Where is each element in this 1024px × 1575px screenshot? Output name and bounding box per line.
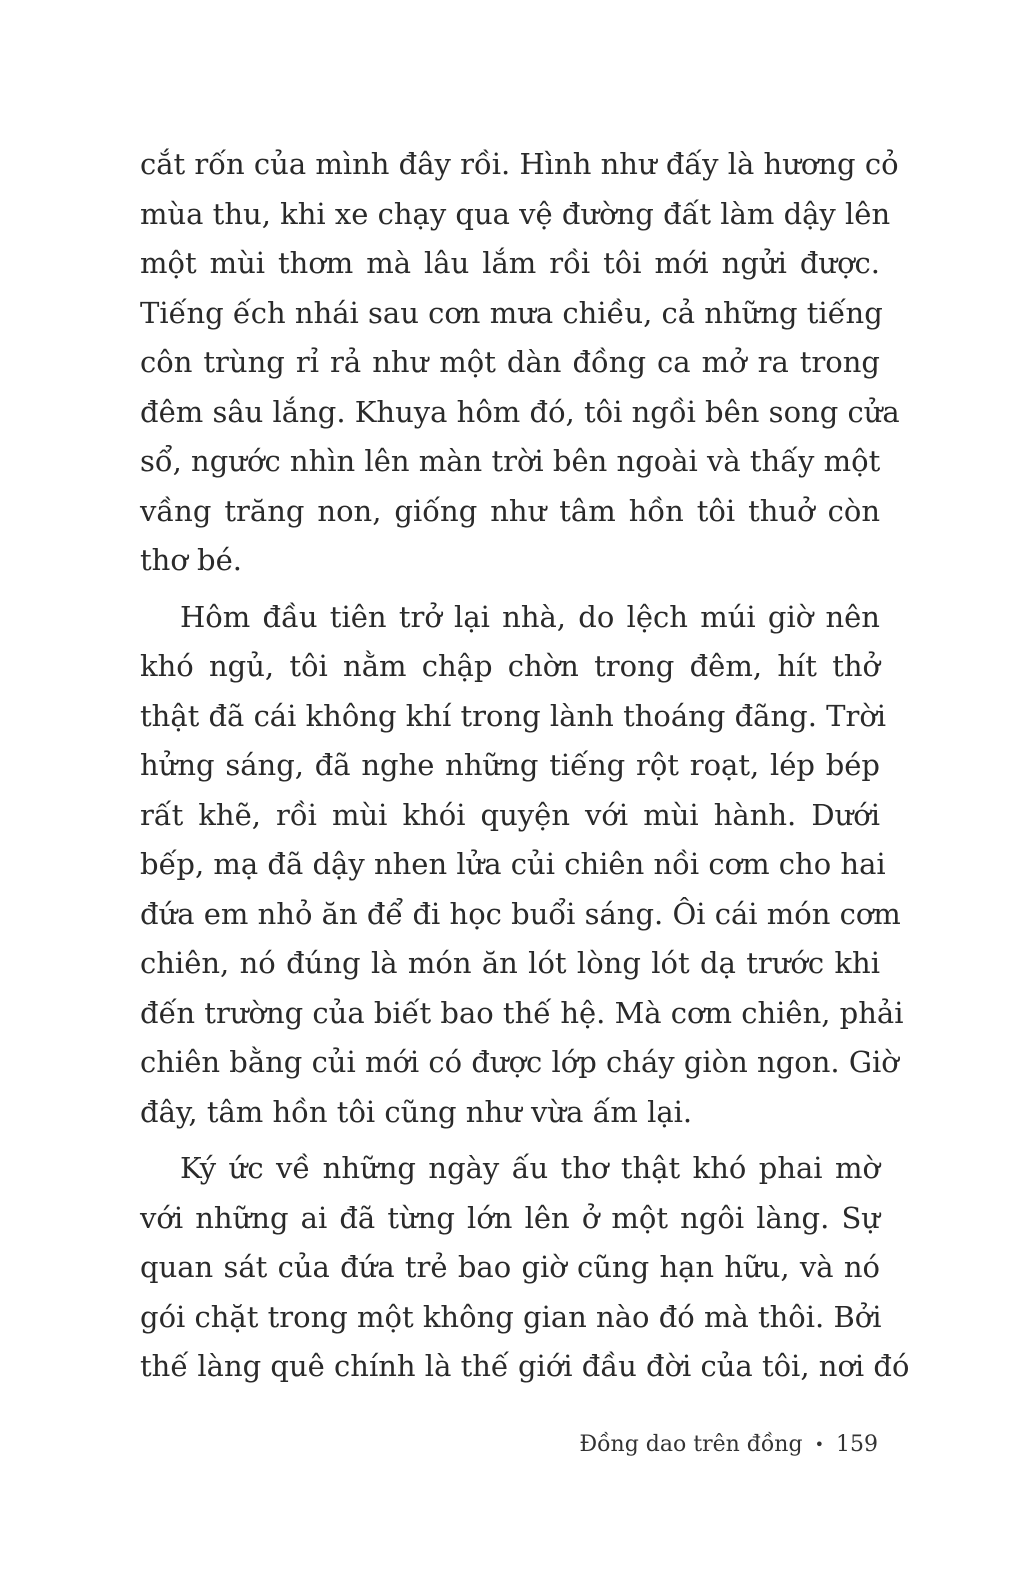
text-line: rất khẽ, rồi mùi khói quyện với mùi hành. Dưới [140,797,880,832]
text-line: vầng trăng non, giống như tâm hồn tôi thuở còn [140,493,880,528]
text-line: thế làng quê chính là thế giới đầu đời của tôi, nơi đó [140,1349,910,1383]
footer-separator: • [814,1435,824,1454]
text-line: quan sát của đứa trẻ bao giờ cũng hạn hữu, và nó [140,1250,880,1284]
running-footer [579,1425,878,1465]
paragraph-gap [140,1137,880,1144]
text-line: côn trùng rỉ rả như một dàn đồng ca mở ra trong [140,345,880,379]
text-line: mùa thu, khi xe chạy qua vệ đường đất làm dậy lên [140,196,891,231]
text-line: đêm sâu lắng. Khuya hôm đó, tôi ngồi bên song cửa [140,394,900,429]
paragraph-1 [140,140,900,586]
text-line: đứa em nhỏ ăn để đi học buổi sáng. Ôi cái món cơm [140,896,901,931]
text-line: cắt rốn của mình đây rồi. Hình như đấy là hương cỏ [140,147,899,181]
paragraph-3 [140,1144,910,1392]
text-line: thật đã cái không khí trong lành thoáng đãng. Trời [140,698,887,733]
book-title: Đồng dao trên đồng [579,1432,803,1457]
body-text [140,140,910,1392]
text-line: gói chặt trong một không gian nào đó mà thôi. Bởi [140,1299,882,1334]
text-line: Ký ức về những ngày ấu thơ thật khó phai mờ [180,1151,880,1185]
text-line: sổ, ngước nhìn lên màn trời bên ngoài và thấy một [140,444,881,478]
text-line: chiên bằng củi mới có được lớp cháy giòn ngon. Giờ [140,1045,899,1079]
text-line: hửng sáng, đã nghe những tiếng rột roạt, lép bép [140,748,880,782]
text-line: bếp, mạ đã dậy nhen lửa củi chiên nồi cơm cho hai [140,847,886,881]
page-number: 159 [836,1432,878,1457]
text-line: với những ai đã từng lớn lên ở một ngôi làng. Sự [140,1200,880,1235]
text-line: đây, tâm hồn tôi cũng như vừa ấm lại. [140,1094,693,1129]
text-line: khó ngủ, tôi nằm chập chờn trong đêm, hít thở [140,649,880,683]
text-line: thơ bé. [140,543,242,577]
text-line: đến trường của biết bao thế hệ. Mà cơm chiên, phải [140,995,904,1030]
paragraph-2 [140,593,904,1138]
text-line: Hôm đầu tiên trở lại nhà, do lệch múi giờ nên [180,599,880,634]
text-line: chiên, nó đúng là món ăn lót lòng lót dạ trước khi [140,946,880,980]
text-line: Tiếng ếch nhái sau cơn mưa chiều, cả những tiếng [140,295,883,330]
text-line: một mùi thơm mà lâu lắm rồi tôi mới ngửi được. [140,246,880,280]
paragraph-gap [140,586,880,593]
